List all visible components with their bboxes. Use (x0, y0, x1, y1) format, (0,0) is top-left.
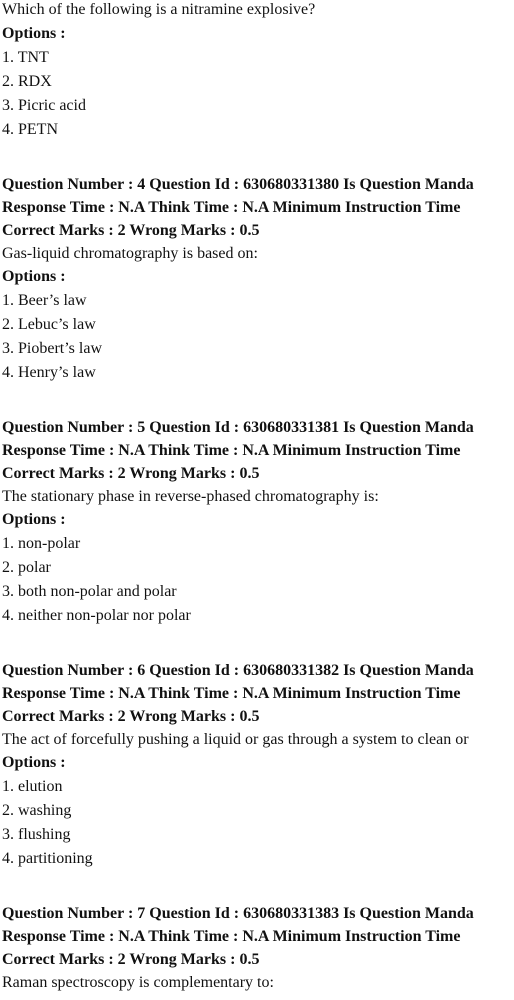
question-header: Question Number : 6 Question Id : 630680331382 Is Question Manda (2, 662, 474, 679)
question-header: Question Number : 7 Question Id : 630680331383 Is Question Manda (2, 905, 474, 922)
option-item: 1. TNT (2, 49, 49, 66)
question-marks: Correct Marks : 2 Wrong Marks : 0.5 (2, 222, 260, 239)
question-timing: Response Time : N.A Think Time : N.A Minimum Instruction Time (2, 928, 461, 945)
option-item: 1. non-polar (2, 535, 81, 552)
option-item: 2. Lebuc’s law (2, 316, 96, 333)
option-item: 3. Picric acid (2, 97, 86, 114)
option-item: 1. elution (2, 778, 63, 795)
question-header: Question Number : 5 Question Id : 630680331381 Is Question Manda (2, 419, 474, 436)
option-item: 4. PETN (2, 121, 58, 138)
option-item: 1. Beer’s law (2, 292, 87, 309)
question-text: Gas-liquid chromatography is based on: (2, 245, 258, 262)
options-label: Options : (2, 25, 66, 42)
question-timing: Response Time : N.A Think Time : N.A Minimum Instruction Time (2, 442, 461, 459)
option-item: 4. Henry’s law (2, 364, 96, 381)
option-item: 3. Piobert’s law (2, 340, 102, 357)
option-item: 2. RDX (2, 73, 52, 90)
option-item: 2. washing (2, 802, 72, 819)
option-item: 2. polar (2, 559, 51, 576)
question-header: Question Number : 4 Question Id : 630680331380 Is Question Manda (2, 176, 474, 193)
options-label: Options : (2, 268, 66, 285)
options-label: Options : (2, 754, 66, 771)
question-text: Which of the following is a nitramine explosive? (2, 1, 316, 18)
question-marks: Correct Marks : 2 Wrong Marks : 0.5 (2, 465, 260, 482)
question-text: Raman spectroscopy is complementary to: (2, 974, 274, 991)
option-item: 4. partitioning (2, 850, 93, 867)
option-item: 4. neither non-polar nor polar (2, 607, 191, 624)
question-text: The act of forcefully pushing a liquid or gas through a system to clean or (2, 731, 469, 748)
question-text: The stationary phase in reverse-phased chromatography is: (2, 488, 379, 505)
question-timing: Response Time : N.A Think Time : N.A Minimum Instruction Time (2, 199, 461, 216)
question-timing: Response Time : N.A Think Time : N.A Minimum Instruction Time (2, 685, 461, 702)
option-item: 3. flushing (2, 826, 71, 843)
question-marks: Correct Marks : 2 Wrong Marks : 0.5 (2, 951, 260, 968)
options-label: Options : (2, 511, 66, 528)
option-item: 3. both non-polar and polar (2, 583, 177, 600)
question-marks: Correct Marks : 2 Wrong Marks : 0.5 (2, 708, 260, 725)
